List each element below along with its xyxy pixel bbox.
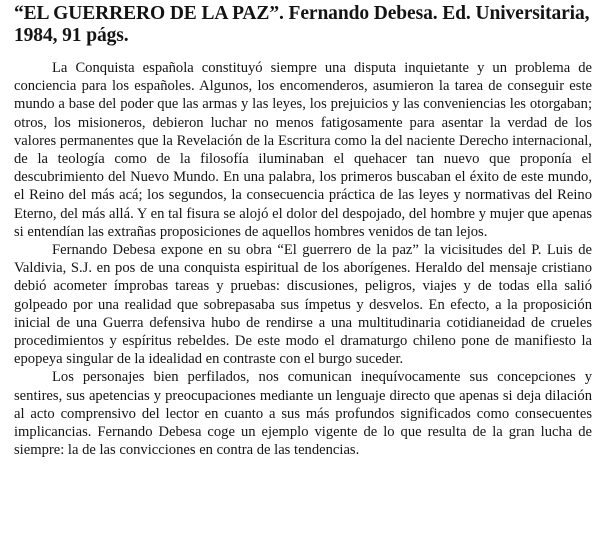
review-paragraph-1: La Conquista española constituyó siempre una disputa inquietante y un problema de conciencia para los españoles. Algunos, los encomenderos, asumieron la tarea de conseguir este mundo a base del poder que las armas y las leyes, los prejuicios y las conveniencias les otorgaban; otros, los misioneros, debieron luchar no menos fatigosamente para asentar la verdad de los valores permanentes que la Revelación de la Escritura como la del naciente Derecho internacional, de la teología como de la filosofía iluminaban el quehacer tan nuevo que proponía el descubrimiento del Nuevo Mundo. En una palabra, los primeros buscaban el éxito de este mundo, el Reino del más acá; los segundos, la consecuencia práctica de las leyes y normativas del Reino Eterno, del más allá. Y en tal fisura se alojó el dolor del despojado, del hombre y mujer que apenas si entendían las extrañas proposiciones de aquellos hombres venidos de tan lejos. — [14, 60, 592, 240]
review-title: “EL GUERRERO DE LA PAZ”. Fernando Debesa. Ed. Universitaria, 1984, 91 págs. — [14, 3, 590, 46]
review-paragraph-2: Fernando Debesa expone en su obra “El guerrero de la paz” la vicisitudes del P. Luis de Valdivia, S.J. en pos de una conquista espiritual de los aborígenes. Heraldo del mensaje cristiano debió acometer ímprobas tareas y pruebas: discusiones, peligros, viajes y de todas ella salió golpeado por una realidad que sobrepasaba sus ímpetus y desvelos. En efecto, a la proposición inicial de una Guerra defensiva hubo de rendirse a una multitudinaria cotidianeidad de crueles procedimientos y espíritus rebeldes. De este modo el dramaturgo chileno pone de manifiesto la epopeya singular de la idealidad en contraste con el burgo suceder. — [14, 242, 592, 368]
review-paragraph-3: Los personajes bien perfilados, nos comunican inequívocamente sus concepciones y sentires, sus apetencias y preocupaciones mediante un lenguaje directo que apenas si deja dilación al acto comprensivo del lector en cuanto a sus más profundos significados como consecuentes implicancias. Fernando Debesa coge un ejemplo vigente de lo que resulta de la gran lucha de siempre: la de las convicciones en contra de las tendencias. — [14, 369, 592, 459]
review-body — [14, 59, 592, 459]
